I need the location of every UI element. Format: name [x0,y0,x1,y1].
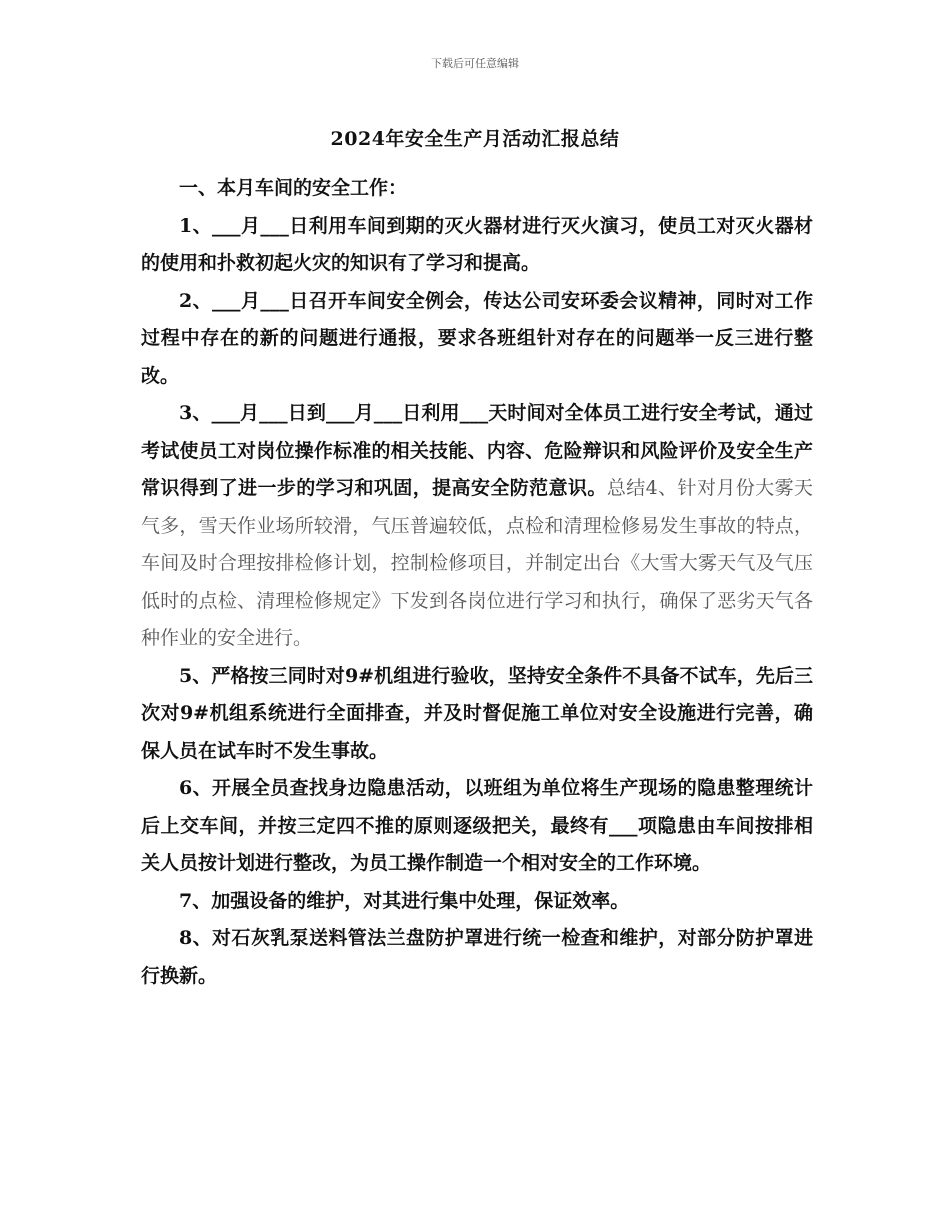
item-6: 6、开展全员查找身边隐患活动，以班组为单位将生产现场的隐患整理统计后上交车间，并按三定四不推的原则逐级把关，最终有___项隐患由车间按排相关人员按计划进行整改，为员工操作制造一个相对安全的工作环境。 [141,777,813,874]
item-2: 2、___月___日召开车间安全例会，传达公司安环委会议精神，同时对工作过程中存在的新的问题进行通报，要求各班组针对存在的问题举一反三进行整改。 [141,289,813,387]
item-5: 5、严格按三同时对9#机组进行验收，坚持安全条件不具备不试车，先后三次对9#机组系统进行全面排查，并及时督促施工单位对安全设施进行完善，确保人员在试车时不发生事故。 [141,664,813,762]
item-3-text: 3、___月___日到___月___日利用___天时间对全体员工进行安全考试，通过考试使员工对岗位操作标准的相关技能、内容、危险辩识和风险评价及安全生产常识得到了进一步的学习和巩固，提高安全防范意识。 [141,402,813,499]
item-7: 7、加强设备的维护，对其进行集中处理，保证效率。 [179,889,630,912]
document-body [141,170,813,995]
item-4-light-text: 总结4、针对月份大雾天气多，雪天作业场所较滑，气压普遍较低，点检和清理检修易发生事故的特点，车间及时合理按排检修计划，控制检修项目，并制定出台《大雪大雾天气及气压低时的点检、清理检修规定》下发到各岗位进行学习和执行，确保了恶劣天气各种作业的安全进行。 [141,477,813,649]
item-3 [141,395,813,658]
item-8: 8、对石灰乳泵送料管法兰盘防护罩进行统一检查和维护，对部分防护罩进行换新。 [141,927,813,987]
item-1: 1、___月___日利用车间到期的灭火器材进行灭火演习，使员工对灭火器材的使用和扑救初起火灾的知识有了学习和提高。 [141,214,813,274]
section-heading: 一、本月车间的安全工作： [179,177,408,199]
header-note: 下载后可任意编辑 [431,57,519,70]
document-title: 2024年安全生产月活动汇报总结 [330,128,620,150]
